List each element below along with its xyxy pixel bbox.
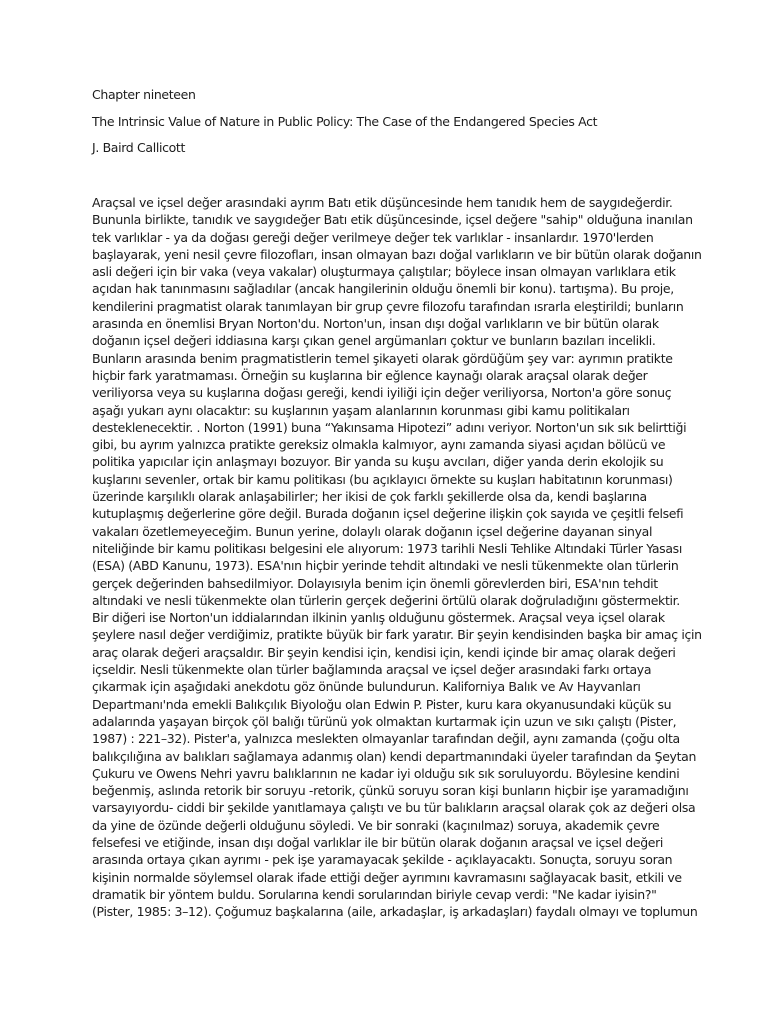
text-line: (Pister, 1985: 3–12). Çoğumuz başkalarına (aile, arkadaşlar, iş arkadaşları) faydalı olmayı ve toplumun (92, 904, 698, 920)
text-line: araç olarak değeri araçsaldır. Bir şeyin kendisi için, kendisi için, kendi içinde bir amaç olarak değeri (92, 644, 676, 660)
text-line: Bunların arasında benim pragmatistlerin temel şikayeti olarak gördüğüm şey var: ayrımın pratikte (92, 350, 673, 366)
chapter-title: The Intrinsic Value of Nature in Public Policy: The Case of the Endangered Species Act (92, 114, 598, 129)
text-line: hiçbir fark yaratmaması. Örneğin su kuşlarına bir eğlence kaynağı olarak araçsal olarak değer (92, 367, 648, 383)
text-line: doğanın içsel değeri iddiasına karşı çıkan genel argümanları çoktur ve bunların bazıları incelikli. (92, 333, 656, 349)
text-line: Bir diğeri ise Norton'un iddialarından ilkinin yanlış olduğunu göstermek. Araçsal veya içsel olarak (92, 610, 665, 626)
text-line: çıkarmak için aşağıdaki anekdotu göz önünde bulundurun. Kaliforniya Balık ve Av Hayvanları (92, 679, 641, 695)
text-line: kuşlarını sevenler, ortak bir kamu politikası (bu açıklayıcı örnekte su kuşları habitatının korunması) (92, 471, 673, 487)
text-line: vakaları özetlemeyeceğim. Bunun yerine, dolaylı olarak doğanın içsel değerine dayanan sinyal (92, 523, 653, 539)
text-line: adalarında yaşayan birçok çöl balığı türünü yok olmaktan kurtarmak için uzun ve sıkı çalıştı (Pister, (92, 713, 677, 729)
text-line: Bununla birlikte, tanıdık ve saygıdeğer Batı etik düşüncesinde, içsel değere "sahip" olduğuna inanılan (92, 212, 693, 228)
text-line: varsayıyordu- ciddi bir şekilde yanıtlamaya çalıştı ve bu tür balıkların araçsal olarak çok az değeri olsa (92, 800, 696, 816)
text-line: üzerinde karşılıklı olarak anlaşabilirler; her ikisi de çok farklı şekillerde olsa da, kendi başlarına (92, 489, 647, 505)
text-line: felsefesi ve etiğinde, insan dışı doğal varlıklar ile bir bütün olarak doğanın araçsal ve içsel değeri (92, 834, 664, 850)
text-line: gerçek değerinden bahsedilmiyor. Dolayısıyla benim için önemli görevlerden biri, ESA'nın tehdit (92, 575, 658, 591)
text-line: şeylere nasıl değer verdiğimiz, pratikte büyük bir fark yaratır. Bir şeyin kendisinden başka bir amaç için (92, 627, 702, 643)
text-line: Araçsal ve içsel değer arasındaki ayrım Batı etik düşüncesinde hem tanıdık hem de saygıdeğerdir. (92, 195, 673, 210)
text-line: Departmanı'nda emekli Balıkçılık Biyoloğu olan Edwin P. Pister, kuru kara okyanusundaki küçük su (92, 696, 672, 712)
text-line: da yine de özünde değerli olduğunu söyledi. Ve bir sonraki (kaçınılmaz) soruya, akademik çevre (92, 817, 660, 833)
text-line: Çukuru ve Owens Nehri yavru balıklarının ne kadar iyi olduğu sık sık soruluyordu. Böylesine kendini (92, 765, 680, 781)
author-name: J. Baird Callicott (92, 140, 185, 155)
text-line: başlayarak, yeni nesil çevre filozofları, insan olmayan bazı doğal varlıkların ve bir bütün olarak doğanın (92, 246, 702, 262)
text-line: beğenmiş, aslında retorik bir soruyu -retorik, çünkü soruyu soran kişi bunların hiçbir işe yaramadığını (92, 783, 689, 799)
text-line: 1987) : 221–32). Pister'a, yalnızca meslekten olmayanlar tarafından değil, aynı zamanda (çoğu olta (92, 731, 680, 747)
text-line: niteliğinde bir kamu politikası belgesini ele alıyorum: 1973 tarihli Nesli Tehlike Altındaki Türler Yasası (92, 540, 682, 556)
text-line: kişinin normalde söylemsel olarak ifade ettiği değer ayrımını kavramasını sağlayacak basit, etkili ve (92, 869, 682, 885)
body-paragraph (92, 194, 702, 920)
text-line: arasında ortaya çıkan ayrımı - pek işe yaramayacak şekilde - açıklayacaktı. Sonuçta, soruyu soran (92, 852, 673, 868)
text-line: gibi, bu ayrım yalnızca pratikte gereksiz olmakla kalmıyor, aynı zamanda siyasi açıdan bölücü ve (92, 437, 666, 453)
text-line: altındaki ve nesli tükenmekte olan türlerin gerçek değerini örtülü olarak doğruladığını göstermektir. (92, 592, 680, 608)
text-line: asli değeri için bir vaka (veya vakalar) oluşturmaya çalıştılar; böylece insan olmayan varlıklara etik (92, 264, 676, 280)
text-line: kutuplaşmış değerlerine göre değil. Burada doğanın içsel değerine ilişkin çok sayıda ve çeşitli felsefi (92, 506, 684, 522)
text-line: içseldir. Nesli tükenmekte olan türler bağlamında araçsal ve içsel değer arasındaki farkı ortaya (92, 662, 652, 678)
chapter-heading: Chapter nineteen (92, 87, 196, 102)
text-line: tek varlıklar - ya da doğası gereği değer verilmeye değer tek varlıklar - insanlardır. 1970'lerden (92, 229, 654, 245)
text-line: açıdan hak tanınmasını sağladılar (ancak hangilerinin olduğu önemli bir konu). tartışma). Bu proje, (92, 281, 674, 297)
text-line: aşağı yukarı aynı olacaktır: su kuşlarının yaşam alanlarının korunması gibi kamu politikaları (92, 402, 630, 418)
text-line: arasında en önemlisi Bryan Norton'du. Norton'un, insan dışı doğal varlıkların ve bir bütün olarak (92, 316, 659, 332)
text-line: veriliyorsa veya su kuşlarına doğası gereği, kendi iyiliği için değer veriliyorsa, Norton'a göre sonuç (92, 385, 672, 401)
text-line: desteklenecektir. . Norton (1991) buna “Yakınsama Hipotezi” adını veriyor. Norton'un sık sık belirttiği (92, 419, 687, 435)
text-line: dramatik bir yöntem buldu. Sorularına kendi sorularından biriyle cevap verdi: "Ne kadar iyisin?" (92, 886, 657, 902)
text-line: (ESA) (ABD Kanunu, 1973). ESA'nın hiçbir yerinde tehdit altındaki ve nesli tükenmekte olan türlerin (92, 558, 679, 574)
text-line: politika yapıcılar için anlaşmayı bozuyor. Bir yanda su kuşu avcıları, diğer yanda derin ekolojik su (92, 454, 664, 470)
text-line: kendilerini pragmatist olarak tanımlayan bir grup çevre filozofu tarafından ısrarla eleştirildi; bunların (92, 298, 684, 314)
text-line: balıkçılığına av balıkları sağlamaya adanmış olan) kendi departmanındaki üyeler tarafından da Şeytan (92, 748, 697, 764)
